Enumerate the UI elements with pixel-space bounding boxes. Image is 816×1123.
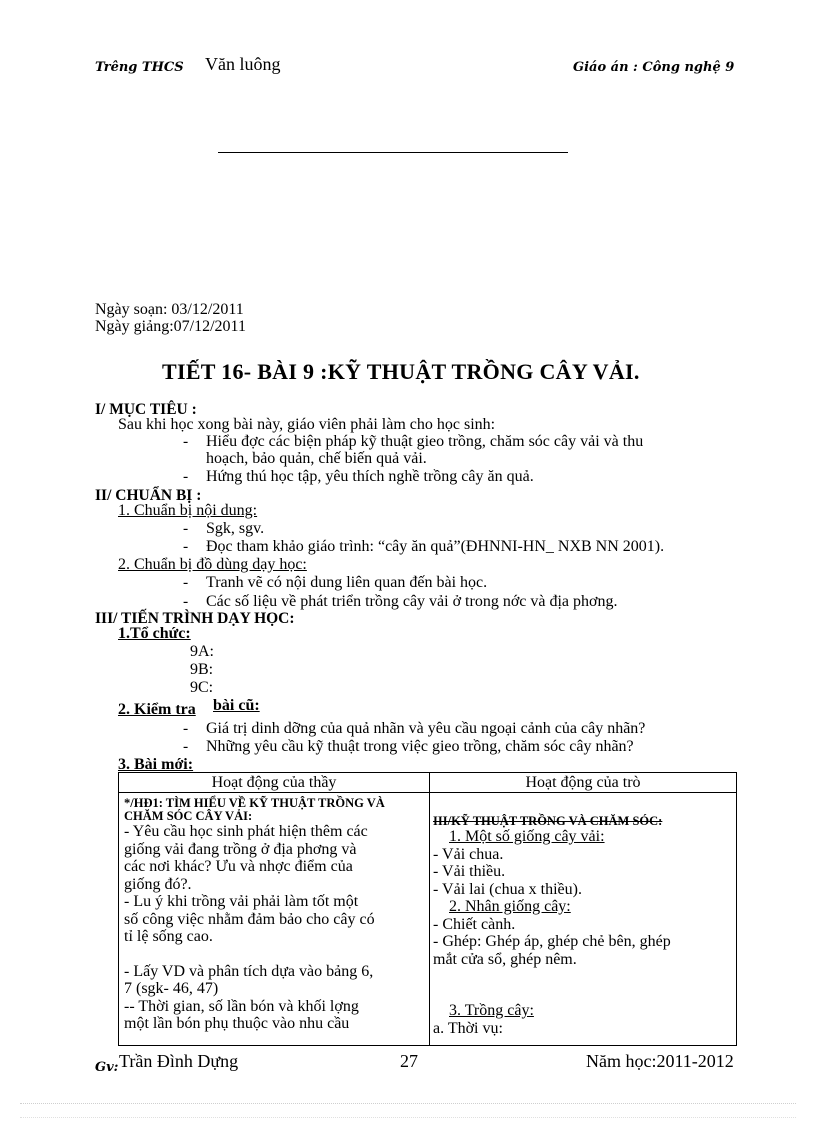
col-student-header: Hoạt động của trò: [430, 773, 737, 793]
teacher-line: - Lấy VD và phân tích dựa vào bảng 6,: [124, 962, 374, 980]
section1-intro: Sau khi học xong bài này, giáo viên phải làm cho học sinh:: [118, 416, 496, 433]
section2-sub1-item: Sgk, sgv.: [206, 520, 265, 537]
teacher-line: một lần bón phụ thuộc vào nhu cầu: [124, 1015, 350, 1032]
bullet-dash: -: [183, 468, 189, 485]
section3-new-lesson: 3. Bài mới:: [118, 756, 194, 773]
student-activity-cell: [430, 793, 737, 1046]
header-school-label: Trêng THCS: [95, 60, 184, 75]
header-subject: Giáo án : Công nghệ 9: [573, 60, 735, 75]
teacher-activity-cell: [119, 793, 430, 1046]
bullet-dash: -: [183, 738, 189, 755]
lesson-activity-table: [118, 772, 737, 1046]
student-sub1: 1. Một số giống cây vải:: [449, 828, 605, 845]
bullet-dash: -: [183, 520, 189, 537]
page-divider: [20, 1117, 796, 1118]
footer-teacher-name: Trần Đình Dựng: [119, 1051, 239, 1071]
student-sub3: 3. Trồng cây:: [449, 1002, 534, 1019]
student-line: - Vải thiều.: [433, 863, 506, 880]
teacher-line: - Yêu cầu học sinh phát hiện thêm các: [124, 823, 368, 840]
date-prepared: Ngày soạn: 03/12/2011: [95, 301, 244, 318]
page-divider: [20, 1103, 796, 1104]
class-entry: 9B:: [190, 661, 214, 678]
student-spacer: [433, 985, 732, 1002]
section3-heading: III/ TIẾN TRÌNH DẠY HỌC:: [95, 610, 295, 627]
student-spacer: [433, 968, 732, 985]
teacher-line: giống đó?.: [124, 875, 192, 893]
class-entry: 9A:: [190, 643, 214, 660]
lesson-title: TIẾT 16- BÀI 9 :KỸ THUẬT TRỒNG CÂY VẢI.: [162, 359, 640, 384]
header-rule: [218, 152, 568, 153]
teacher-line: giống vải đang trồng ở địa phơng và: [124, 840, 357, 858]
student-line: - Ghép: Ghép áp, ghép chẻ bên, ghép: [433, 933, 671, 950]
bullet-dash: -: [183, 433, 189, 450]
student-line: - Vải chua.: [433, 845, 504, 863]
section3-org: 1.Tổ chức:: [118, 625, 191, 642]
teacher-line: số công việc nhằm đảm bảo cho cây có: [124, 910, 375, 928]
teacher-line: -- Thời gian, số lần bón và khối lợng: [124, 997, 359, 1015]
student-line: a. Thời vụ:: [433, 1019, 503, 1037]
teacher-line: 7 (sgk- 46, 47): [124, 980, 219, 997]
section3-review: 2. Kiểm tra: [118, 701, 196, 718]
section1-heading: I/ MỤC TIÊU :: [95, 401, 197, 418]
teacher-spacer: [124, 946, 425, 963]
teacher-line: - Lu ý khi trồng vải phải làm tốt một: [124, 893, 359, 910]
section2-heading: II/ CHUẨN BỊ :: [95, 487, 202, 504]
bullet-dash: -: [183, 574, 189, 591]
teacher-line: các nơi khác? Ưu và nhợc điểm của: [124, 858, 353, 875]
student-line: mắt cửa sổ, ghép nêm.: [433, 950, 577, 968]
section2-sub2-item: Các số liệu về phát triển trồng cây vải ở trong nớc và địa phơng.: [206, 593, 618, 610]
bullet-dash: -: [183, 538, 189, 555]
footer-gv-label: Gv:: [95, 1060, 119, 1075]
section2-sub2: 2. Chuẩn bị đồ dùng dạy học:: [118, 556, 307, 573]
section1-item: hoạch, bảo quản, chế biến quả vải.: [206, 450, 427, 467]
col-teacher-header: Hoạt động của thầy: [119, 773, 430, 793]
section2-sub1-item: Đọc tham khảo giáo trình: “cây ăn quả”(ĐHNNI-HN_ NXB NN 2001).: [206, 538, 665, 555]
footer-school-year: Năm học:2011-2012: [586, 1051, 734, 1071]
teacher-line: tỉ lệ sống cao.: [124, 928, 213, 945]
student-activity-heading: III/KỸ THUẬT TRỒNG VÀ CHĂM SÓC:: [433, 814, 663, 828]
section1-item: Hứng thú học tập, yêu thích nghề trồng cây ăn quả.: [206, 468, 534, 485]
section2-sub1: 1. Chuẩn bị nội dung:: [118, 502, 258, 519]
section1-item: Hiểu đợc các biện pháp kỹ thuật gieo trồng, chăm sóc cây vải và thu: [206, 433, 644, 450]
student-line: - Chiết cành.: [433, 915, 516, 933]
student-sub2: 2. Nhân giống cây:: [449, 898, 571, 915]
student-line: - Vải lai (chua x thiều).: [433, 880, 582, 898]
header-school-name: Văn luông: [205, 54, 281, 74]
bullet-dash: -: [183, 720, 189, 737]
teacher-activity-heading: */HĐ1: TÌM HIỂU VỀ KỸ THUẬT TRỒNG VÀ CHĂM SÓC CÂY VẢI:: [124, 796, 385, 823]
bullet-dash: -: [183, 593, 189, 610]
review-item: Những yêu cầu kỹ thuật trong việc gieo trồng, chăm sóc cây nhãn?: [206, 738, 634, 755]
review-item: Giá trị dinh dỡng của quả nhãn và yêu cầu ngoại cảnh của cây nhãn?: [206, 720, 646, 737]
date-taught: Ngày giảng:07/12/2011: [95, 318, 246, 335]
class-entry: 9C:: [190, 679, 214, 696]
section2-sub2-item: Tranh vẽ có nội dung liên quan đến bài học.: [206, 574, 488, 591]
section3-review-b: bài cũ:: [213, 697, 260, 714]
footer-page-number: 27: [400, 1051, 418, 1071]
